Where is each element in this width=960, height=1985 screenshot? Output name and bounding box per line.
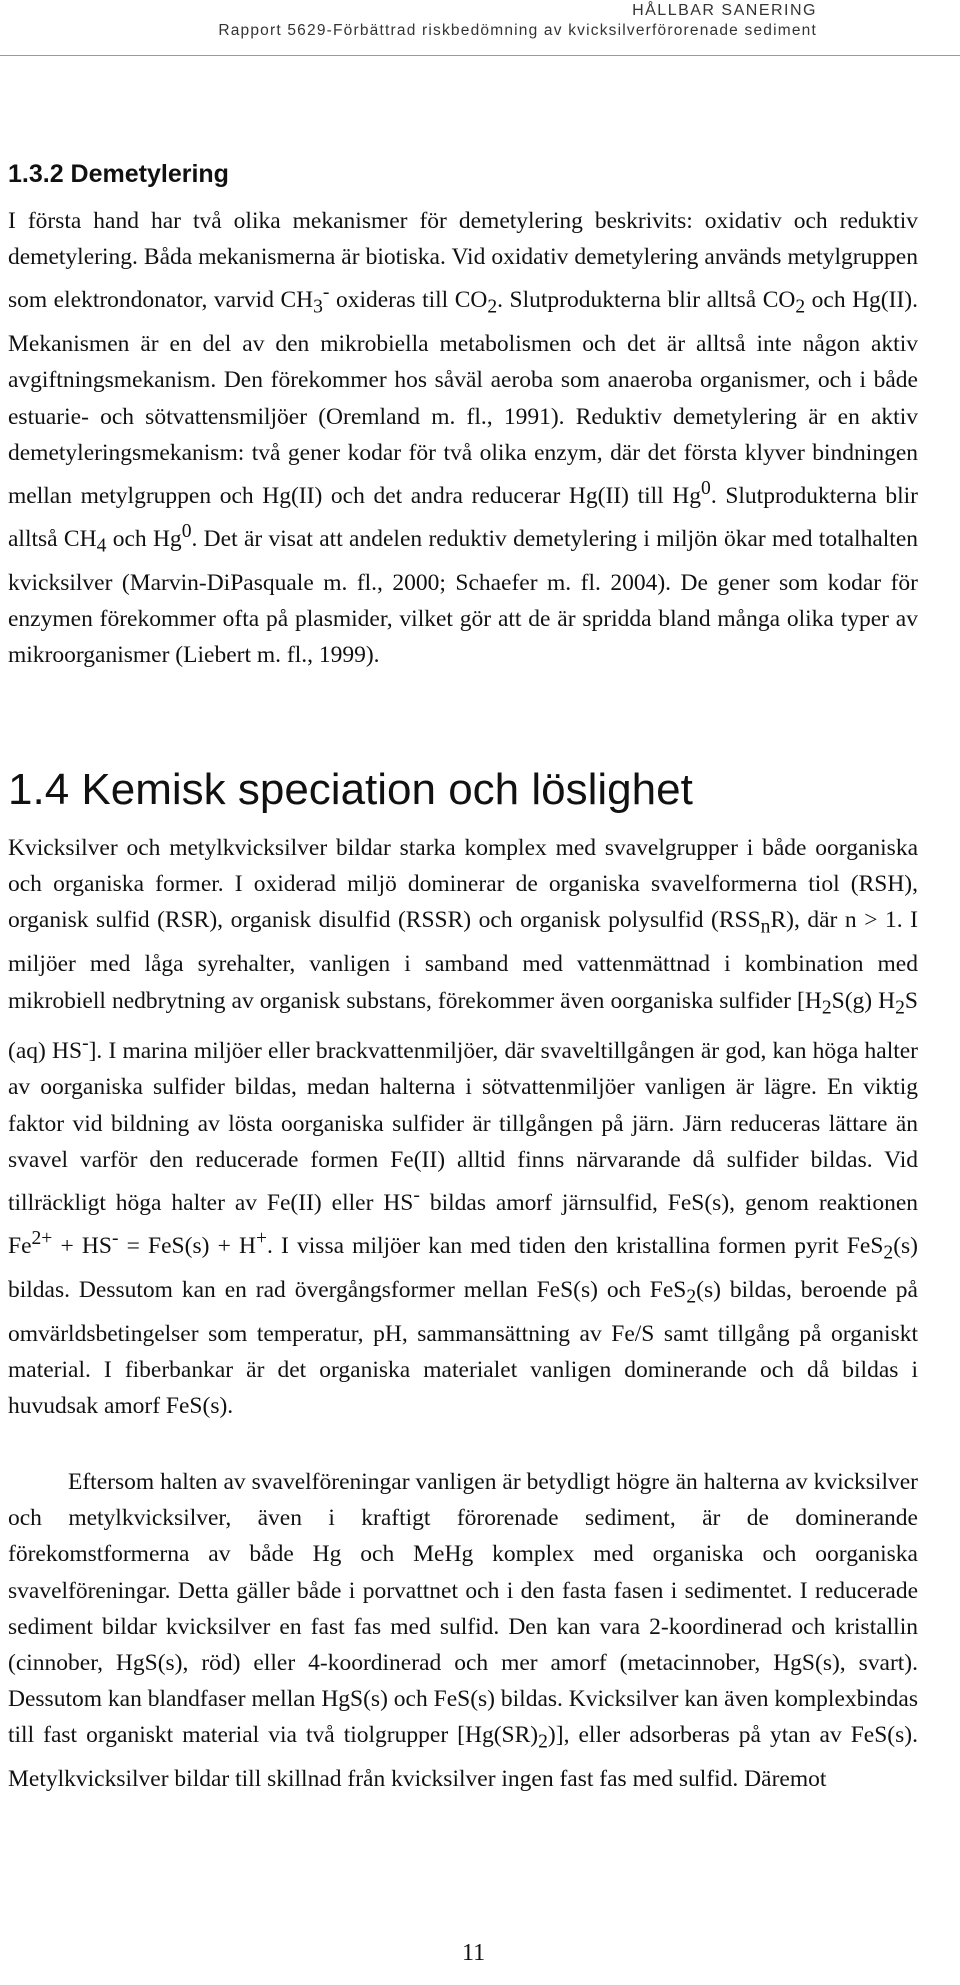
body-text-speciation-2 bbox=[8, 1464, 918, 1798]
body-text-speciation-1 bbox=[8, 830, 918, 1424]
paragraph: Kvicksilver och metylkvicksilver bildar starka komplex med svavelgrupper i både oorganiska och organiska former. I oxiderad miljö dominerar de organiska svavelformerna tiol (RSH), organisk sulfid (RSR), organisk disulfid (RSSR) och organisk polysulfid $(RSS_nR)$, där n > 1. I miljöer med låga syrehalter, vanligen i samband med vattenmättnad i kombination med mikrobiell nedbrytning av organisk substans, förekommer även oorganiska sulfider [$H_2S(g)$ $H_2S$ (aq) HS-]. I marina miljöer eller brackvattenmiljöer, där svaveltillgången är god, kan höga halter av oorganiska sulfider bildas, medan halterna i sötvattenmiljöer vanligen är lägre. En viktig faktor vid bildning av lösta oorganiska sulfider är tillgången på järn. Järn reduceras lättare än svavel varför den reducerade formen Fe(II) alltid finns närvarande då sulfider bildas. Vid tillräckligt höga halter av Fe(II) eller HS- bildas amorf järnsulfid, FeS(s), genom reaktionen $Fe^{2+} + HS^- = FeS(s) + H^+$. I vissa miljöer kan med tiden den kristallina formen pyrit FeS$_2$(s) bildas. Dessutom kan en rad övergångsformer mellan FeS(s) och FeS$_2$(s) bildas, beroende på omvärldsbetingelser som temperatur, pH, sammansättning av Fe/S samt tillgång på organiskt material. I fiberbankar är det organiska materialet vanligen dominerande och då bildas i huvudsak amorf FeS(s). bbox=[8, 835, 919, 1420]
header-title: HÅLLBAR SANERING bbox=[632, 2, 817, 19]
section-heading-demetylering: 1.3.2 Demetylering bbox=[8, 160, 229, 188]
header-subtitle: Rapport 5629-Förbättrad riskbedömning av kvicksilverförorenade sediment bbox=[218, 22, 817, 39]
section-heading-kemisk-speciation: 1.4 Kemisk speciation och löslighet bbox=[8, 765, 693, 814]
paragraph: I första hand har två olika mekanismer för demetylering beskrivits: oxidativ och reduktiv demetylering. Båda mekanismerna är biotiska. Vid oxidativ demetylering används metylgruppen som elektrondonator, varvid $CH_3^-$ oxideras till $CO_2$. Slutprodukterna blir alltså $CO_2$ och Hg(II). Mekanismen är en del av den mikrobiella metabolismen och det är alltså inte någon aktiv avgiftningsmekanism. Den förekommer hos såväl aeroba som anaeroba organismer, och i både estuarie- och sötvattensmiljöer (Oremland m. fl., 1991). Reduktiv demetylering är en aktiv demetyleringsmekanism: två gener kodar för två olika enzym, där det första klyver bindningen mellan metylgruppen och Hg(II) och det andra reducerar Hg(II) till Hg$^0$. Slutprodukterna blir alltså $CH_4$ och Hg$^0$. Det är visat att andelen reduktiv demetylering i miljön ökar med totalhalten kvicksilver (Marvin-DiPasquale m. fl., 2000; Schaefer m. fl. 2004). De gener som kodar för enzymen förekommer ofta på plasmider, vilket gör att de är spridda bland många olika typer av mikroorganismer (Liebert m. fl., 1999). bbox=[8, 208, 918, 669]
body-text-demetylering bbox=[8, 203, 918, 673]
header-divider bbox=[0, 55, 960, 56]
page-number: 11 bbox=[462, 1940, 486, 1966]
paragraph: Eftersom halten av svavelföreningar vanligen är betydligt högre än halterna av kvicksilver och metylkvicksilver, även i kraftigt förorenade sediment, är de dominerande förekomstformerna av både Hg och MeHg komplex med organiska och oorganiska svavelföreningar. Detta gäller både i porvattnet och i den fasta fasen i sedimentet. I reducerade sediment bildar kvicksilver en fast fas med sulfid. Den kan vara 2-koordinerad och kristallin (cinnober, HgS(s), röd) eller 4-koordinerad och mer amorf (metacinnober, HgS(s), svart). Dessutom kan blandfaser mellan HgS(s) och FeS(s) bildas. Kvicksilver kan även komplexbindas till fast organiskt material via två tiolgrupper $[Hg(SR)_2)$], eller adsorberas på ytan av FeS(s). Metylkvicksilver bildar till skillnad från kvicksilver ingen fast fas med sulfid. Däremot bbox=[8, 1469, 918, 1793]
